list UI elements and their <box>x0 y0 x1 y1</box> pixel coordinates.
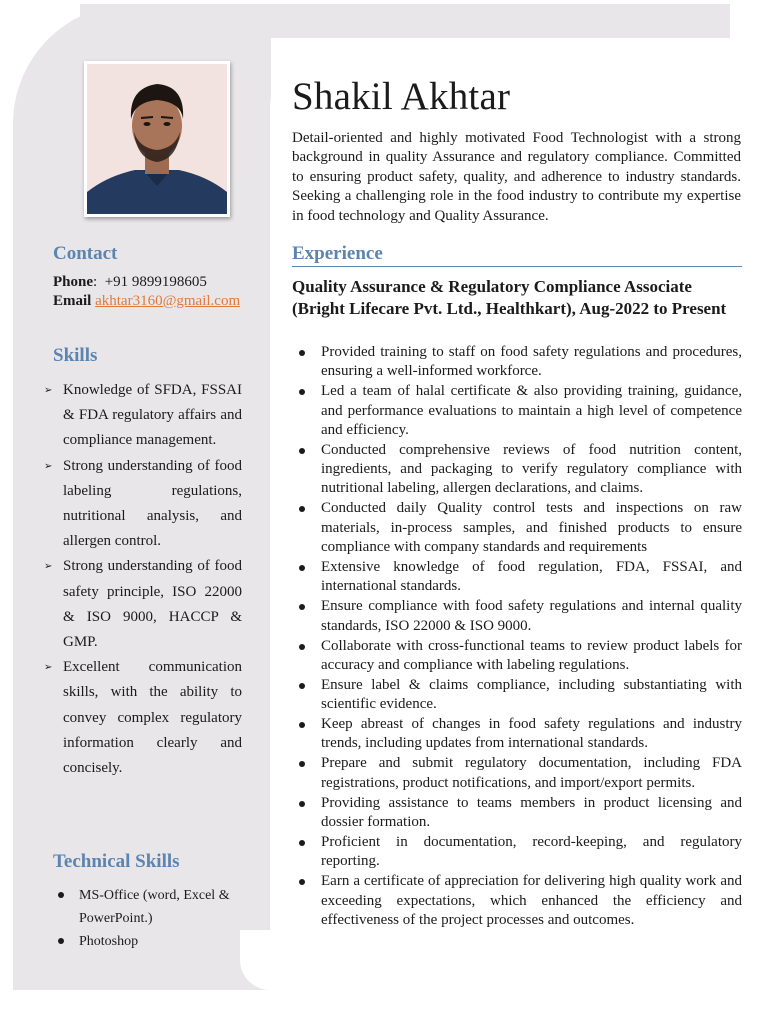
contact-phone: Phone: +91 9899198605 <box>53 274 207 290</box>
technical-skill-item: MS-Office (word, Excel & PowerPoint.) <box>56 884 246 930</box>
contact-heading: Contact <box>53 243 118 264</box>
bullet-dot-icon <box>299 506 305 512</box>
experience-item: Proficient in documentation, record-keeping, and regulatory reporting. <box>296 833 742 872</box>
experience-divider <box>292 266 742 267</box>
experience-item: Ensure compliance with food safety regulations and internal quality standards, ISO 22000 & ISO 9000. <box>296 597 742 636</box>
bullet-dot-icon <box>299 879 305 885</box>
experience-item: Keep abreast of changes in food safety regulations and industry trends, including updates from international standards. <box>296 715 742 754</box>
bullet-dot-icon <box>299 683 305 689</box>
arrow-bullet-icon: ➢ <box>44 662 53 674</box>
phone-label: Phone <box>53 274 94 290</box>
experience-item: Conducted daily Quality control tests and inspections on raw materials, in-process samples, and finished products to ensure compliance with company standards and requirements <box>296 499 742 557</box>
candidate-name: Shakil Akhtar <box>292 75 511 118</box>
skills-heading: Skills <box>53 345 98 366</box>
bullet-dot-icon <box>299 801 305 807</box>
bullet-dot-icon <box>299 644 305 650</box>
technical-skills-list <box>56 884 246 953</box>
experience-item: Prepare and submit regulatory documentation, including FDA registrations, product notifications, and import/export permits. <box>296 754 742 793</box>
skills-list <box>44 378 242 781</box>
arrow-bullet-icon: ➢ <box>44 385 53 396</box>
bullet-dot-icon <box>299 761 305 767</box>
experience-item: Providing assistance to teams members in product licensing and dossier formation. <box>296 794 742 833</box>
bullet-dot-icon <box>299 565 305 571</box>
profile-photo-image <box>87 64 227 214</box>
experience-item: Conducted comprehensive reviews of food nutrition content, ingredients, and packaging to verify regulatory compliance with nutritional labeling, allergen declarations, and claims. <box>296 441 742 499</box>
experience-heading: Experience <box>292 243 383 264</box>
bullet-dot-icon <box>299 722 305 728</box>
bullet-dot-icon <box>58 938 64 944</box>
email-link[interactable]: akhtar3160@gmail.com <box>95 293 241 309</box>
technical-skills-heading: Technical Skills <box>53 851 180 872</box>
experience-item: Earn a certificate of appreciation for delivering high quality work and exceeding expectations, which enhanced the efficiency and effectiveness of the project processes and outcomes. <box>296 872 742 930</box>
email-label: Email <box>53 293 92 309</box>
experience-item: Led a team of halal certificate & also providing training, guidance, and performance evaluations to maintain a high level of competence and efficiency. <box>296 382 742 440</box>
experience-item: Collaborate with cross-functional teams to review product labels for accuracy and compliance with labeling regulations. <box>296 637 742 676</box>
technical-skill-item: Photoshop <box>56 930 246 953</box>
skill-item: ➢ Strong understanding of food safety principle, ISO 22000 & ISO 9000, HACCP & GMP. <box>44 554 242 655</box>
bullet-dot-icon <box>58 892 64 898</box>
experience-item: Ensure label & claims compliance, including substantiating with scientific evidence. <box>296 676 742 715</box>
contact-email <box>53 293 240 310</box>
skill-item: ➢ Knowledge of SFDA, FSSAI & FDA regulatory affairs and compliance management. <box>44 378 242 454</box>
arrow-bullet-icon: ➢ <box>44 460 53 472</box>
bullet-dot-icon <box>299 448 305 454</box>
header-corner <box>271 4 311 38</box>
experience-bullets <box>296 343 742 931</box>
skill-item: ➢ Strong understanding of food labeling regulations, nutritional analysis, and allergen control. <box>44 454 242 555</box>
experience-item: Provided training to staff on food safety regulations and procedures, ensuring a well-informed workforce. <box>296 343 742 382</box>
profile-summary: Detail-oriented and highly motivated Food Technologist with a strong background in quality Assurance and regulatory compliance. Committed to ensuring product safety, quality, and adherence to industry standards. Seeking a challenging role in the food industry to contribute my expertise in food technology and Quality Assurance. <box>292 130 741 224</box>
experience-item: Extensive knowledge of food regulation, FDA, FSSAI, and international standards. <box>296 558 742 597</box>
job-title: Quality Assurance & Regulatory Compliance Associate (Bright Lifecare Pvt. Ltd., Healthkart), Aug-2022 to Present <box>292 277 727 318</box>
skill-item: ➢ Excellent communication skills, with the ability to convey complex regulatory information clearly and concisely. <box>44 655 242 781</box>
phone-value: +91 9899198605 <box>104 274 207 290</box>
arrow-bullet-icon: ➢ <box>44 561 53 573</box>
profile-photo <box>84 61 230 217</box>
bullet-dot-icon <box>299 350 305 356</box>
bullet-dot-icon <box>299 840 305 846</box>
bullet-dot-icon <box>299 604 305 610</box>
bullet-dot-icon <box>299 389 305 395</box>
